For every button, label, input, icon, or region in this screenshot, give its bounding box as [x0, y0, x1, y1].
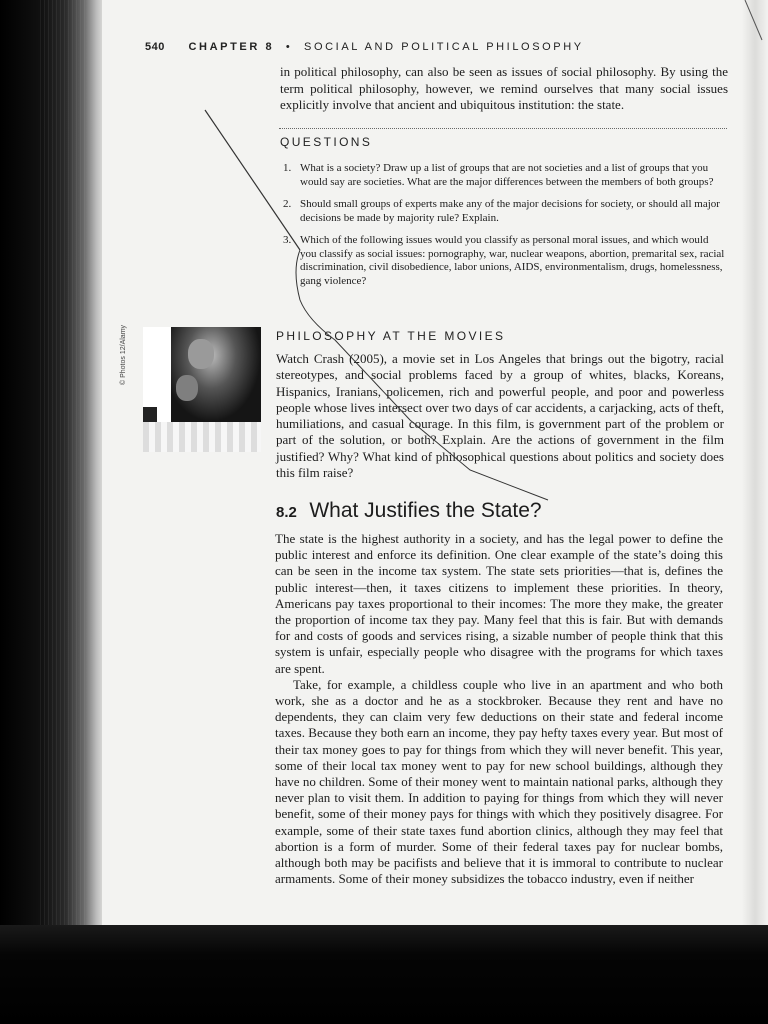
question-number: 3.	[283, 234, 292, 246]
body-paragraph: Take, for example, a childless couple who live in an apartment and who both work, she as a doctor and he as a stockbroker. Because they rent and have no dependents, they can claim very few deductions on their state and federal income taxes. Because they both earn an income, they pay hefty taxes every year. But most of their tax money goes to pay for things from which they will never benefit. This year, some of their local tax money went to pay for new school buildings, although they have no children. Some of their money went to maintain national parks, although they never plan to visit them. In addition to paying for things from which they will never benefit, some of their money pays for things with which they positively disagree. For example, some of their state taxes fund abortion clinics, although they may feel that abortion is a form of murder. Some of their federal taxes pay for nuclear bombs, although both may be pacifists and believe that it is immoral to contribute to nuclear armaments. Some of their money subsidizes the tobacco industry, even if neither	[275, 676, 723, 887]
intro-paragraph: in political philosophy, can also be seen as issues of social philosophy. By using the term political philosophy, however, we remind ourselves that many social issues explicitly involve that ancient and ubiquitous institution: the state.	[280, 64, 728, 112]
section-number: 8.2	[276, 504, 297, 521]
question-text: What is a society? Draw up a list of groups that are not societies and a list of groups that you would say are societies. What are the major differences between the members of both groups?	[300, 162, 714, 188]
section-title: What Justifies the State?	[309, 499, 542, 522]
chapter-title: SOCIAL AND POLITICAL PHILOSOPHY	[304, 41, 584, 53]
header-separator: •	[285, 41, 293, 53]
photo-credit: © Photos 12/Alamy	[120, 324, 127, 385]
scan-bottom-shadow	[0, 925, 768, 1024]
page-number: 540	[145, 41, 165, 53]
movies-paragraph: Watch Crash (2005), a movie set in Los Angeles that brings out the bigotry, racial stereotypes, and social problems faced by a group of whites, blacks, Koreans, Hispanics, Iranians, policemen, rich and powerful people, and poor and powerless people whose lives intersect over two days of car accidents, a carjacking, acts of theft, humiliations, and casual courage. In this film, is government part of the problem or part of the solution, or both? Explain. Are the actions of government in the film justified? Why? What kind of philosophical questions about politics and society does this film raise?	[276, 351, 724, 481]
question-text: Should small groups of experts make any of the major decisions for society, or should all major decisions be made by majority rule? Explain.	[300, 198, 720, 224]
chapter-label: CHAPTER 8	[188, 41, 275, 53]
movies-heading: PHILOSOPHY AT THE MOVIES	[276, 329, 506, 343]
pen-stroke	[205, 110, 300, 250]
page-crease	[745, 0, 762, 40]
body-paragraph: The state is the highest authority in a society, and has the legal power to define the public interest and enforce its definition. One clear example of the state’s doing this can be seen in the income tax system. The state sets priorities—that is, defines the public interest—then, it taxes citizens to implement these priorities. In theory, Americans pay taxes proportional to their incomes: The more they make, the greater the proportion of income tax they pay. Many feel that this is fair. But with demands for and costs of goods and services rising, a sizable number of people think that this system is unfair, especially people who disagree with the programs for which taxes are spent.	[275, 531, 723, 676]
pen-stroke	[296, 250, 548, 500]
question-number: 2.	[283, 198, 292, 210]
question-text: Which of the following issues would you classify as personal moral issues, and which would you classify as social issues: pornography, war, nuclear weapons, abortion, premarital sex, racial discrimination, civil disobedience, labor unions, AIDS, environmentalism, drugs, homelessness, gang violence?	[300, 234, 725, 287]
questions-heading: QUESTIONS	[280, 135, 373, 149]
question-number: 1.	[283, 162, 292, 174]
